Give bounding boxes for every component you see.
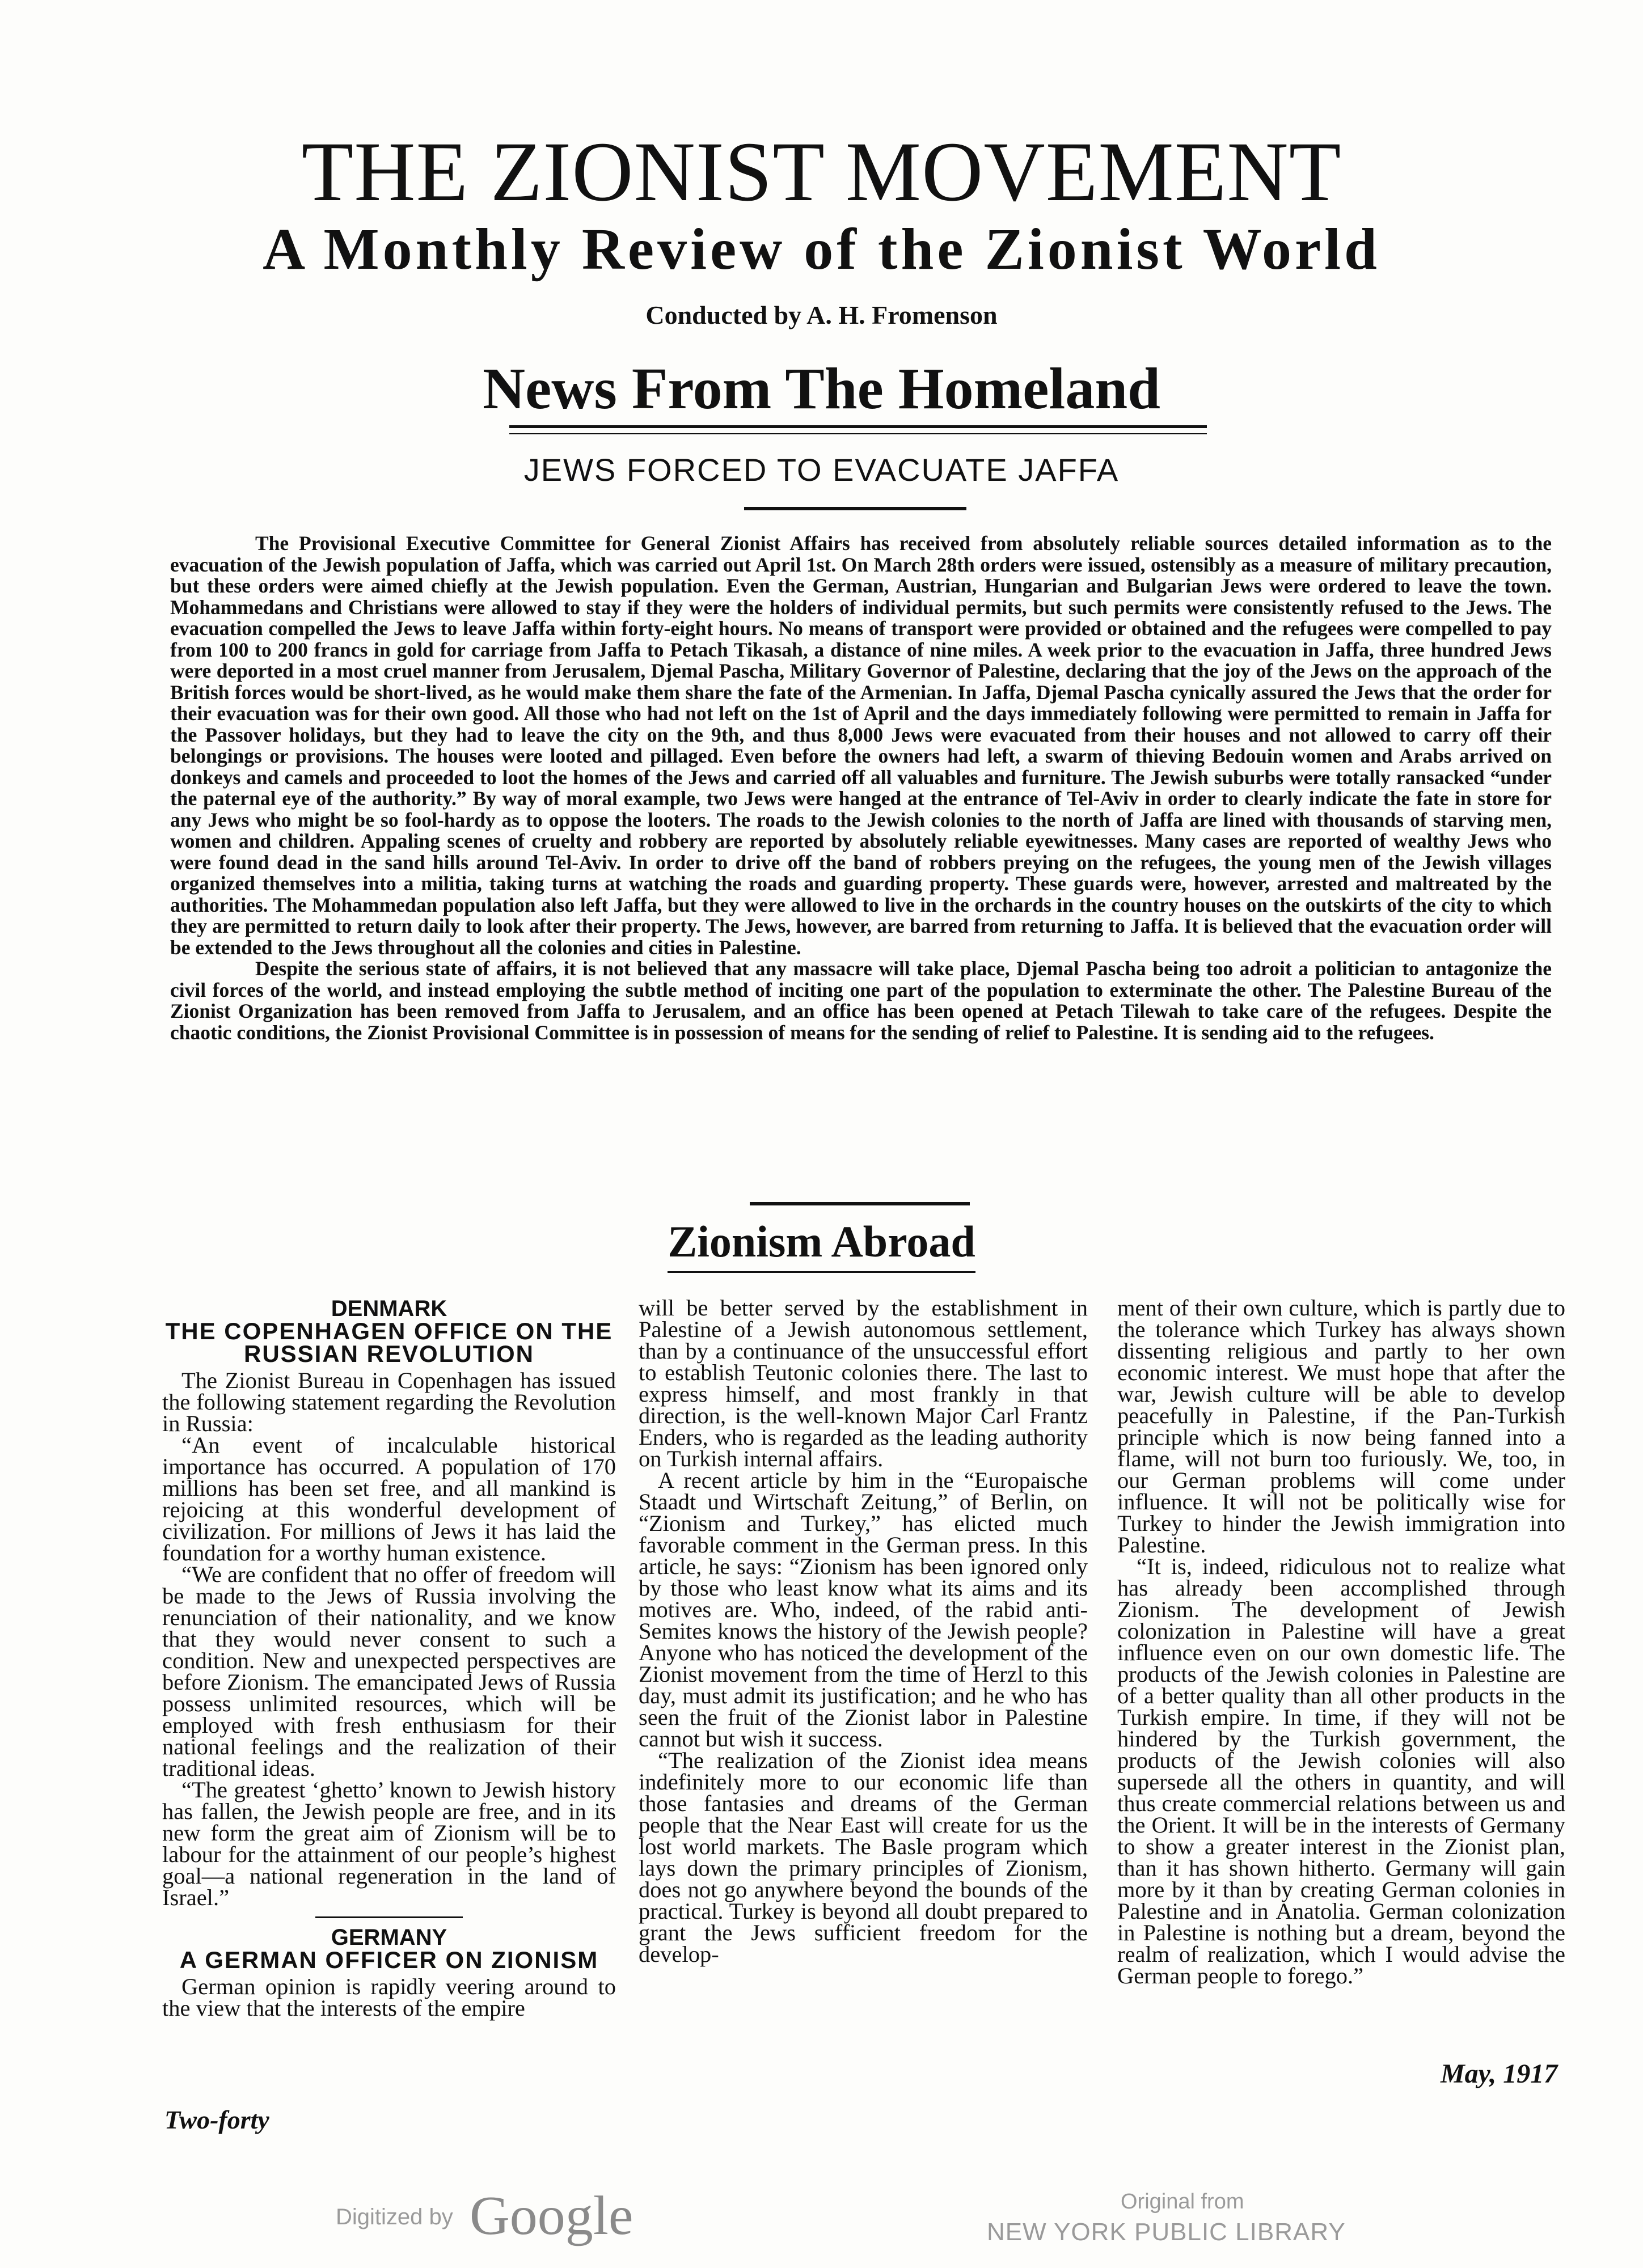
article-paragraph: The Zionist Bureau in Copenhagen has issued the following statement regarding the Revolution in Russia: — [162, 1368, 616, 1436]
column-rule — [315, 1916, 463, 1918]
masthead-title: THE ZIONIST MOVEMENT — [301, 125, 1342, 219]
issue-date: May, 1917 — [1441, 2059, 1558, 2089]
lead-paragraph: The Provisional Executive Committee for General Zionist Affairs has received from absolutely reliable sources detailed information as to the evacuation of the Jewish population of Jaffa, which was carried out April 1st. On March 28th orders were issued, ostensibly as a measure of military precaution, but these orders were aimed chiefly at the Jewish population. Even the German, Austrian, Hungarian and Bulgarian Jews were ordered to leave the town. Mohammedans and Christians were allowed to stay if they were the holders of individual permits, but such permits were consistently refused to the Jews. The evacuation compelled the Jews to leave Jaffa within forty-eight hours. No means of transport were provided or obtained and the refugees were compelled to pay from 100 to 200 francs in gold for carriage from Jaffa to Petach Tikasah, a distance of nine miles. A week prior to the evacuation in Jaffa, three hundred Jews were deported in a most cruel manner from Jerusalem, Djemal Pascha, Military Governor of Palestine, declaring that the joy of the Jews on the approach of the British forces would be short-lived, as he would make them share the fate of the Armenian. In Jaffa, Djemal Pascha cynically assured the Jews that the order for their evacuation was for their own good. All those who had not left on the 1st of April and the days immediately following were permitted to remain in Jaffa for the Passover holidays, but they had to leave the city on the 9th, and thus 8,000 Jews were evacuated from their houses and not allowed to carry off their belongings or provisions. The houses were looted and pillaged. Even before the owners had left, a swarm of thieving Bedouin women and Arabs arrived on donkeys and camels and proceeded to loot the homes of the Jews and carried off all valuables and furniture. The Jewish suburbs were totally ransacked “under the paternal eye of the authority.” By way of moral example, two Jews were hanged at the entrance of Tel-Aviv in order to clearly indicate the fate in store for any Jews who might be so fool-hardy as to oppose the looters. The roads to the Jewish colonies to the north of Jaffa are lined with thousands of starving men, women and children. Appaling scenes of cruelty and robbery are reported by absolutely reliable eyewitnesses. Many cases are reported of wealthy Jews who were found dead in the sand hills around Tel-Aviv. In order to drive off the band of robbers preying on the refugees, the young men of the Jewish villages organized themselves into a militia, taking turns at watching the roads and guarding property. These guards were, however, arrested and maltreated by the authorities. The Mohammedan population also left Jaffa, but they were allowed to live in the orchards in the country houses on the outskirts of the city to which they are permitted to return daily to look after their property. The Jews, however, are barred from returning to Jaffa. It is believed that the evacuation order will be extended to the Jews throughout all the colonies and cities in Palestine. — [170, 532, 1552, 959]
country-heading-denmark: DENMARK — [331, 1296, 447, 1321]
section-title-abroad: Zionism Abroad — [668, 1215, 975, 1273]
article-heading-german-officer: A GERMAN OFFICER ON ZIONISM — [179, 1947, 599, 1973]
page-number: Two-forty — [164, 2105, 269, 2134]
article-paragraph: “An event of incalculable historical importance has occurred. A population of 170 millions has been set free, and all mankind is rejoicing at this wonderful development of civilization. For millions of Jews it has laid the foundation for a worthy human existence. — [162, 1432, 616, 1565]
library-name: NEW YORK PUBLIC LIBRARY — [987, 2218, 1346, 2246]
lead-article — [170, 533, 1552, 1043]
article-heading-copenhagen: THE COPENHAGEN OFFICE ON THE RUSSIAN REVOLUTION — [165, 1318, 613, 1367]
section-title-rule — [509, 425, 1207, 434]
article-headline: JEWS FORCED TO EVACUATE JAFFA — [523, 452, 1120, 488]
article-paragraph: ment of their own culture, which is partly due to the tolerance which Turkey has always shown dissenting religious and partly to her own economic interest. We must hope that after the war, Jewish culture will be able to develop peacefully in Palestine, if the Pan-Turkish principle which is now being fanned into a flame, will not burn too furiously. We, too, in our German problems will come under influence. It will not be politically wise for Turkey to hinder the Jewish immigration into Palestine. — [1117, 1295, 1565, 1558]
google-logo: Google — [470, 2185, 633, 2246]
article-paragraph: will be better served by the establishment in Palestine of a Jewish autonomous settlement, than by a continuance of the unsuccessful effort to establish Teutonic colonies there. The last to express himself, and most frankly in that direction, is the well-known Major Carl Frantz Enders, who is regarded as the leading authority on Turkish internal affairs. — [639, 1295, 1088, 1471]
article-paragraph: “The realization of the Zionist idea means indefinitely more to our economic life than those fantasies and dreams of the German people that the Near East will create for us the lost world markets. The Basle program which lays down the primary principles of Zionism, does not go anywhere beyond the bounds of the practical. Turkey is beyond all doubt prepared to grant the Jews sufficient freedom for the develop- — [639, 1747, 1088, 1967]
original-from-text: Original from — [1121, 2190, 1244, 2214]
column-3 — [1117, 1297, 1565, 1987]
section-divider-rule — [750, 1202, 970, 1205]
article-paragraph: “It is, indeed, ridiculous not to realize what has already been accomplished through Zionism. The development of Jewish colonization in Palestine will have a great influence even on our own domestic life. The products of the Jewish colonies in Palestine are of a better quality than all other products in the Turkish empire. In time, if they will not be hindered by the Turkish government, the products of the Jewish colonies will also supersede all the others in quantity, and will thus create commercial relations between us and the Orient. It will be in the interests of Germany to show a greater interest in the Zionist plan, than it has shown hitherto. Germany will gain more by it than by creating German colonies in Palestine and in Anatolia. German colonization in Palestine is nothing but a dream, beyond the realm of realization, which I would advise the German people to forego.” — [1117, 1554, 1565, 1988]
column-2 — [639, 1297, 1088, 1965]
section-title-homeland: News From The Homeland — [482, 356, 1161, 421]
editor-credit: Conducted by A. H. Fromenson — [645, 301, 998, 329]
article-paragraph: “We are confident that no offer of freedom will be made to the Jews of Russia involving the renunciation of their nationality, and we know that they would never consent to such a condition. New and unexpected perspectives are before Zionism. The emancipated Jews of Russia possess unlimited resources, which will be employed with fresh enthusiasm for their national feelings and the realization of their traditional ideas. — [162, 1562, 616, 1781]
country-heading-germany: GERMANY — [331, 1925, 447, 1950]
column-1 — [162, 1297, 616, 2019]
article-paragraph: German opinion is rapidly veering around to the view that the interests of the empire — [162, 1974, 616, 2021]
masthead-subtitle: A Monthly Review of the Zionist World — [263, 217, 1380, 282]
article-paragraph: “The greatest ‘ghetto’ known to Jewish history has fallen, the Jewish people are free, and in its new form the great aim of Zionism will be to labour for the attainment of our people’s highest goal—a national regeneration in the land of Israel.” — [162, 1777, 616, 1910]
digitized-by-text: Digitized by — [336, 2204, 453, 2229]
headline-rule — [744, 507, 966, 510]
lead-paragraph: Despite the serious state of affairs, it is not believed that any massacre will take place, Djemal Pascha being too adroit a politician to antagonize the civil forces of the world, and instead employing the subtle method of inciting one part of the population to exterminate the other. The Palestine Bureau of the Zionist Organization has been removed from Jaffa to Jerusalem, and an office has been opened at Petach Tilewah to take care of the refugees. Despite the chaotic conditions, the Zionist Provisional Committee is in possession of means for the sending of relief to Palestine. It is sending aid to the refugees. — [170, 957, 1552, 1044]
section-title-abroad-wrap — [0, 1215, 1643, 1273]
article-paragraph: A recent article by him in the “Europaische Staadt und Wirtschaft Zeitung,” of Berlin, on “Zionism and Turkey,” has elicted much favorable comment in the German press. In this article, he says: “Zionism has been ignored only by those who least know what its aims and its motives are. Who, indeed, of the rabid anti-Semites knows the history of the Jewish people? Anyone who has noticed the development of the Zionist movement from the time of Herzl to this day, must admit its justification; and he who has seen the fruit of the Zionist labor in Palestine cannot but wish it success. — [639, 1467, 1088, 1751]
